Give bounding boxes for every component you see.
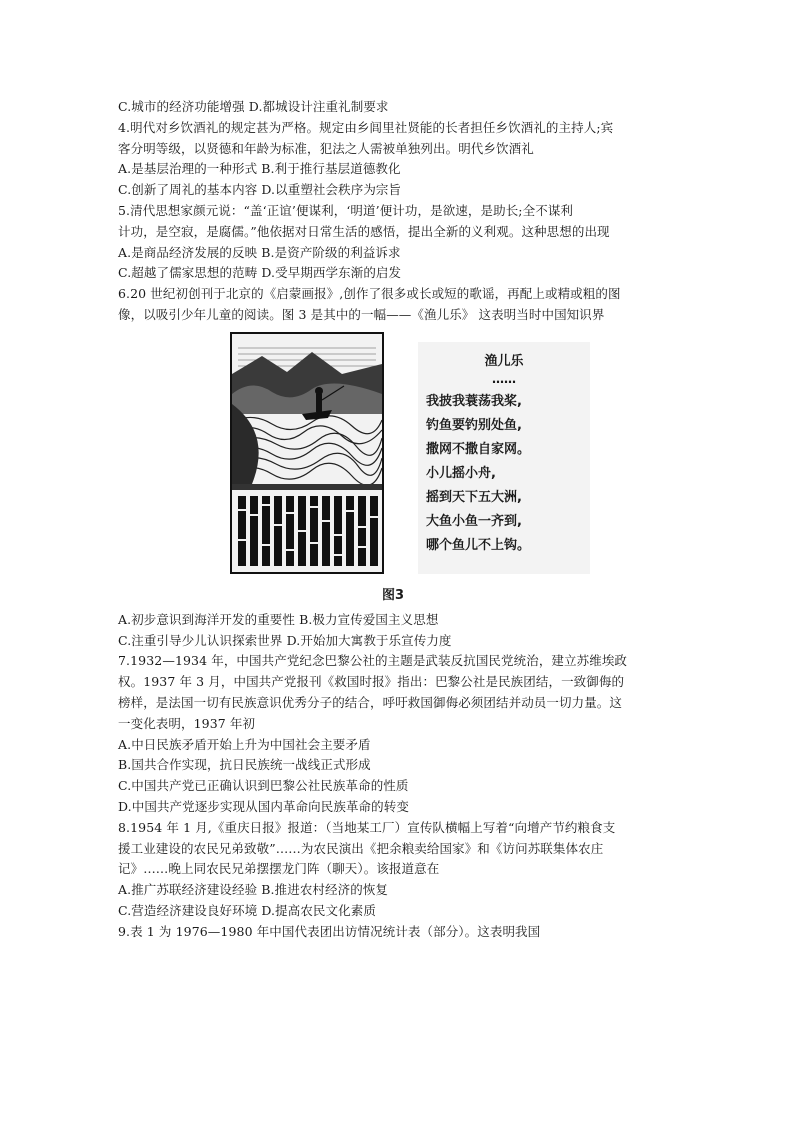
text-line: 像，以吸引少年儿童的阅读。图 3 是其中的一幅——《渔儿乐》 这表明当时中国知识界: [118, 306, 605, 322]
text-line: A.是商品经济发展的反映 B.是资产阶级的利益诉求: [118, 244, 401, 260]
text-line: 权。1937 年 3 月，中国共产党报刊《救国时报》指出：巴黎公社是民族团结，一致御侮的: [118, 674, 625, 690]
text-line: 一变化表明，1937 年初: [118, 715, 256, 731]
text-line: 4.明代对乡饮酒礼的规定甚为严格。规定由乡闾里社贤能的长者担任乡饮酒礼的主持人;宾: [118, 119, 614, 135]
text-line: C.营造经济建设良好环境 D.提高农民文化素质: [118, 902, 376, 918]
text-line: B.国共合作实现，抗日民族统一战线正式形成: [118, 757, 371, 773]
text-line: C.注重引导少儿认识探索世界 D.开始加大寓教于乐宣传力度: [118, 632, 452, 648]
poem-line: 大鱼小鱼一齐到,: [426, 513, 522, 529]
text-line: 6.20 世纪初创刊于北京的《启蒙画报》,创作了很多或长或短的歌谣，再配上或精或粗的图: [118, 286, 621, 302]
poem-line: 钓鱼要钓别处鱼,: [426, 417, 522, 433]
text-line: A.是基层治理的一种形式 B.利于推行基层道德教化: [118, 161, 401, 177]
text-line: A.初步意识到海洋开发的重要性 B.极力宣传爱国主义思想: [118, 611, 439, 627]
text-line: C.创新了周礼的基本内容 D.以重塑社会秩序为宗旨: [118, 182, 402, 198]
text-line: 榜样，是法国一切有民族意识优秀分子的结合，呼吁救国御侮必须团结并动员一切力量。这: [118, 694, 623, 710]
text-line: 计功，是空寂，是腐儒。”他依据对日常生活的感悟，提出全新的义利观。这种思想的出现: [118, 223, 610, 239]
figure-3: [118, 332, 678, 610]
poem-line: 哪个鱼儿不上钩。: [426, 537, 531, 553]
text-line: 援工业建设的农民兄弟致敬”……为农民演出《把余粮卖给国家》和《访问苏联集体农庄: [118, 840, 604, 856]
text-line: C.中国共产党已正确认识到巴黎公社民族革命的性质: [118, 778, 409, 794]
poem-title: 渔儿乐: [484, 353, 524, 369]
poem-ellipsis: ……: [492, 371, 516, 386]
text-line: A.中日民族矛盾开始上升为中国社会主要矛盾: [118, 736, 371, 752]
figure-caption: 图3: [382, 587, 405, 603]
text-block-after-figure: [118, 610, 678, 943]
text-line: 8.1954 年 1 月,《重庆日报》报道：（当地某工厂）宣传队横幅上写着“向增产节约粮食支: [118, 819, 616, 835]
woodcut-illustration: [230, 332, 384, 574]
text-block-before-figure: [118, 97, 678, 326]
text-line: A.推广苏联经济建设经验 B.推进农村经济的恢复: [118, 882, 389, 898]
poem-line: 摇到天下五大洲,: [426, 489, 522, 505]
exam-page: [118, 97, 678, 943]
poem-box: [418, 342, 590, 574]
poem-line: 我披我蓑荡我桨,: [426, 393, 522, 409]
text-line: 9.表 1 为 1976—1980 年中国代表团出访情况统计表（部分）。这表明我国: [118, 923, 541, 939]
poem-line: 小儿摇小舟,: [426, 465, 496, 481]
text-line: C.城市的经济功能增强 D.都城设计注重礼制要求: [118, 99, 389, 114]
poem-line: 撒网不撒自家网。: [426, 441, 531, 457]
fishing-boy-woodcut-image: [232, 334, 382, 572]
text-line: 7.1932—1934 年，中国共产党纪念巴黎公社的主题是武装反抗国民党统治，建立苏维埃政: [118, 653, 628, 669]
text-line: C.超越了儒家思想的范畴 D.受早期西学东渐的启发: [118, 265, 402, 281]
text-line: 记》……晚上同农民兄弟摆摆龙门阵（聊天）。该报道意在: [118, 861, 440, 877]
text-line: 客分明等级，以贤德和年龄为标准，犯法之人需被单独列出。明代乡饮酒礼: [118, 140, 534, 156]
text-line: 5.清代思想家颜元说：“盖‘正谊’便谋利，‘明道’便计功，是欲速，是助长;全不谋利: [118, 202, 574, 218]
text-line: D.中国共产党逐步实现从国内革命向民族革命的转变: [118, 798, 409, 814]
